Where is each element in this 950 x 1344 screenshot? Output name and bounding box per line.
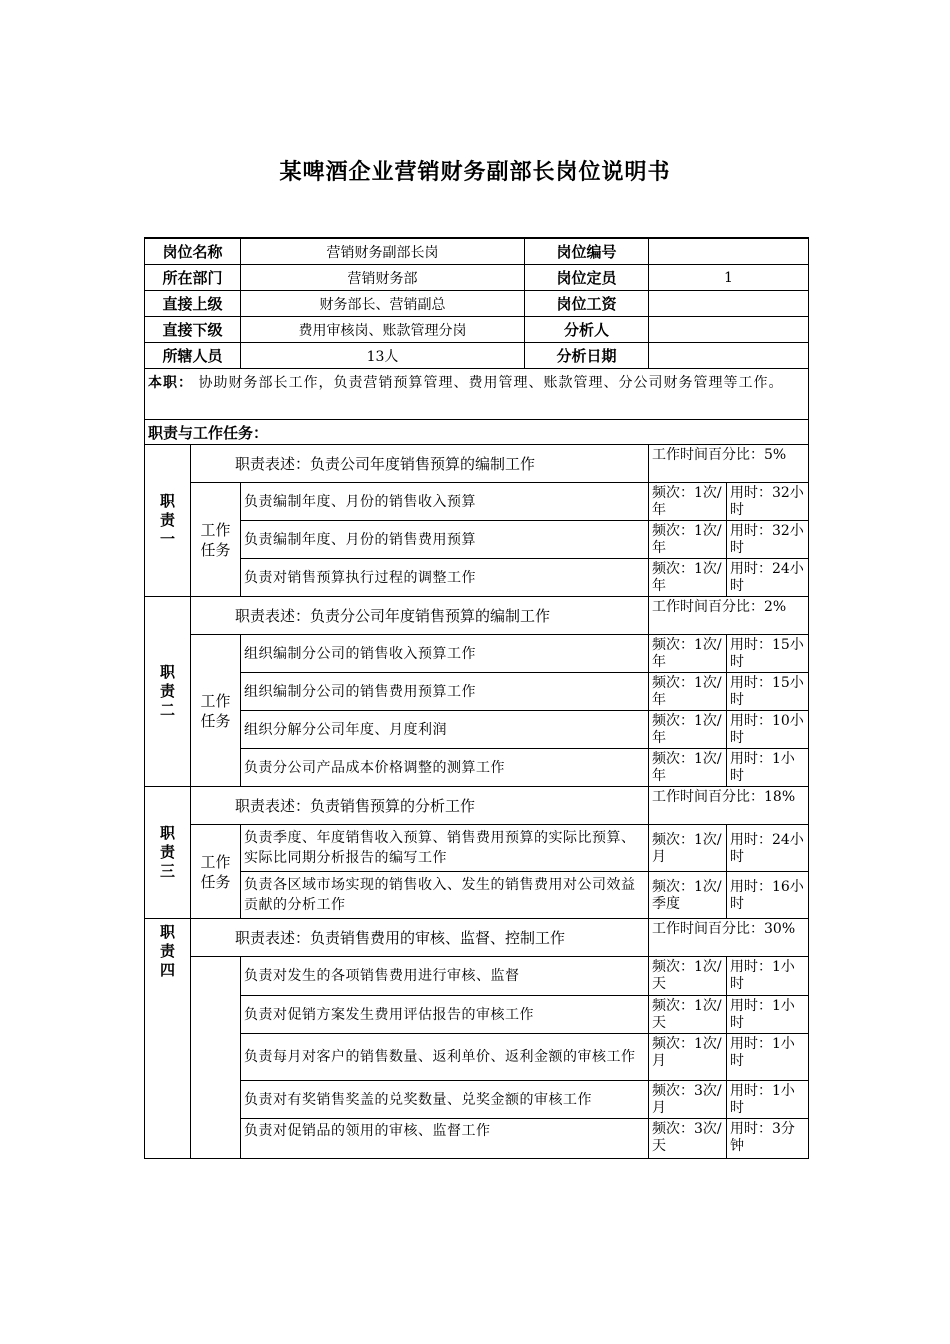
task-frequency: 频次：3次/天 [649, 1119, 727, 1159]
task-row [145, 957, 809, 996]
field-value: 营销财务副部长岗 [241, 238, 525, 265]
field-value [649, 343, 809, 369]
task-group-text: 工作任务 [200, 691, 231, 730]
task-text: 组织分解分公司年度、月度利润 [241, 711, 649, 749]
task-frequency: 频次：1次/月 [649, 1034, 727, 1081]
task-time: 用时：1小时 [727, 749, 809, 787]
duty-label-text: 职责四 [159, 923, 175, 979]
page-title: 某啤酒企业营销财务副部长岗位说明书 [279, 160, 671, 185]
work-time-percent: 工作时间百分比：5% [649, 445, 809, 483]
summary-text: 协助财务部长工作，负责营销预算管理、费用管理、账款管理、分公司财务管理等工作。 [198, 375, 784, 391]
field-label: 所辖人员 [145, 343, 241, 369]
task-time: 用时：24小时 [727, 559, 809, 597]
field-label: 分析日期 [525, 343, 649, 369]
task-text: 负责分公司产品成本价格调整的测算工作 [241, 749, 649, 787]
task-frequency: 频次：1次/年 [649, 749, 727, 787]
task-time: 用时：1小时 [727, 957, 809, 996]
task-row [145, 483, 809, 521]
task-text: 负责对有奖销售奖盖的兑奖数量、兑奖金额的审核工作 [241, 1081, 649, 1119]
field-value: 13人 [241, 343, 525, 369]
duty-label-4 [145, 919, 191, 1159]
task-time: 用时：32小时 [727, 483, 809, 521]
duty-statement: 职责表述：负责销售预算的分析工作 [191, 787, 649, 825]
task-text: 负责每月对客户的销售数量、返利单价、返利金额的审核工作 [241, 1034, 649, 1081]
field-label: 直接上级 [145, 291, 241, 317]
task-text: 负责对促销品的领用的审核、监督工作 [241, 1119, 649, 1159]
header-row [145, 317, 809, 343]
task-time: 用时：15小时 [727, 673, 809, 711]
task-row [145, 1119, 809, 1159]
field-label: 分析人 [525, 317, 649, 343]
duties-heading-row [145, 420, 809, 445]
field-value: 费用审核岗、账款管理分岗 [241, 317, 525, 343]
task-text: 负责季度、年度销售收入预算、销售费用预算的实际比预算、实际比同期分析报告的编写工作 [241, 825, 649, 872]
duty-label-text: 职责一 [159, 492, 175, 548]
task-text: 负责编制年度、月份的销售收入预算 [241, 483, 649, 521]
field-label: 岗位编号 [525, 238, 649, 265]
field-value [649, 317, 809, 343]
task-text: 负责对销售预算执行过程的调整工作 [241, 559, 649, 597]
task-row [145, 521, 809, 559]
field-label: 直接下级 [145, 317, 241, 343]
field-value [649, 238, 809, 265]
task-row [145, 872, 809, 919]
task-frequency: 频次：1次/天 [649, 996, 727, 1034]
task-time: 用时：1小时 [727, 996, 809, 1034]
task-time: 用时：3分钟 [727, 1119, 809, 1159]
task-frequency: 频次：1次/年 [649, 673, 727, 711]
work-time-percent: 工作时间百分比：2% [649, 597, 809, 635]
field-value [649, 291, 809, 317]
task-frequency: 频次：1次/年 [649, 521, 727, 559]
summary-row [145, 369, 809, 420]
task-row [145, 559, 809, 597]
task-text: 组织编制分公司的销售收入预算工作 [241, 635, 649, 673]
task-frequency: 频次：1次/年 [649, 483, 727, 521]
task-frequency: 频次：1次/月 [649, 825, 727, 872]
header-row [145, 291, 809, 317]
header-row [145, 343, 809, 369]
task-time: 用时：32小时 [727, 521, 809, 559]
duty-statement-row [145, 787, 809, 825]
task-time: 用时：24小时 [727, 825, 809, 872]
header-row [145, 265, 809, 291]
task-row [145, 996, 809, 1034]
field-label: 岗位工资 [525, 291, 649, 317]
task-frequency: 频次：1次/季度 [649, 872, 727, 919]
field-value: 财务部长、营销副总 [241, 291, 525, 317]
task-row [145, 635, 809, 673]
summary-label: 本职： [148, 375, 193, 391]
duty-label-text: 职责二 [159, 663, 175, 719]
job-description-table [144, 237, 809, 1159]
field-label: 岗位名称 [145, 238, 241, 265]
task-text: 组织编制分公司的销售费用预算工作 [241, 673, 649, 711]
task-group-label [191, 825, 241, 919]
duty-statement-row [145, 597, 809, 635]
duty-statement: 职责表述：负责分公司年度销售预算的编制工作 [191, 597, 649, 635]
field-label: 岗位定员 [525, 265, 649, 291]
duty-statement: 职责表述：负责公司年度销售预算的编制工作 [191, 445, 649, 483]
task-time: 用时：1小时 [727, 1081, 809, 1119]
duty-statement-row [145, 919, 809, 957]
work-time-percent: 工作时间百分比：18% [649, 787, 809, 825]
task-row [145, 749, 809, 787]
header-row [145, 238, 809, 265]
task-time: 用时：15小时 [727, 635, 809, 673]
task-row [145, 1081, 809, 1119]
task-frequency: 频次：1次/年 [649, 635, 727, 673]
task-group-label [191, 635, 241, 787]
task-text: 负责编制年度、月份的销售费用预算 [241, 521, 649, 559]
duties-heading: 职责与工作任务： [145, 420, 809, 445]
task-group-text: 工作任务 [200, 520, 231, 559]
task-group-label [191, 483, 241, 597]
task-group-text: 工作任务 [200, 852, 231, 891]
duty-statement-row [145, 445, 809, 483]
field-label: 所在部门 [145, 265, 241, 291]
job-summary [145, 369, 809, 420]
duty-label-3 [145, 787, 191, 919]
task-time: 用时：10小时 [727, 711, 809, 749]
duty-label-1 [145, 445, 191, 597]
task-frequency: 频次：1次/年 [649, 711, 727, 749]
task-text: 负责对发生的各项销售费用进行审核、监督 [241, 957, 649, 996]
task-row [145, 825, 809, 872]
duty-label-text: 职责三 [159, 824, 175, 880]
task-text: 负责各区域市场实现的销售收入、发生的销售费用对公司效益贡献的分析工作 [241, 872, 649, 919]
task-row [145, 1034, 809, 1081]
task-group-blank [191, 957, 241, 1159]
task-row [145, 673, 809, 711]
task-text: 负责对促销方案发生费用评估报告的审核工作 [241, 996, 649, 1034]
field-value: 营销财务部 [241, 265, 525, 291]
duty-statement: 职责表述：负责销售费用的审核、监督、控制工作 [191, 919, 649, 957]
task-time: 用时：1小时 [727, 1034, 809, 1081]
task-frequency: 频次：1次/天 [649, 957, 727, 996]
task-time: 用时：16小时 [727, 872, 809, 919]
work-time-percent: 工作时间百分比：30% [649, 919, 809, 957]
task-row [145, 711, 809, 749]
field-value: 1 [649, 265, 809, 291]
duty-label-2 [145, 597, 191, 787]
task-frequency: 频次：1次/年 [649, 559, 727, 597]
task-frequency: 频次：3次/月 [649, 1081, 727, 1119]
